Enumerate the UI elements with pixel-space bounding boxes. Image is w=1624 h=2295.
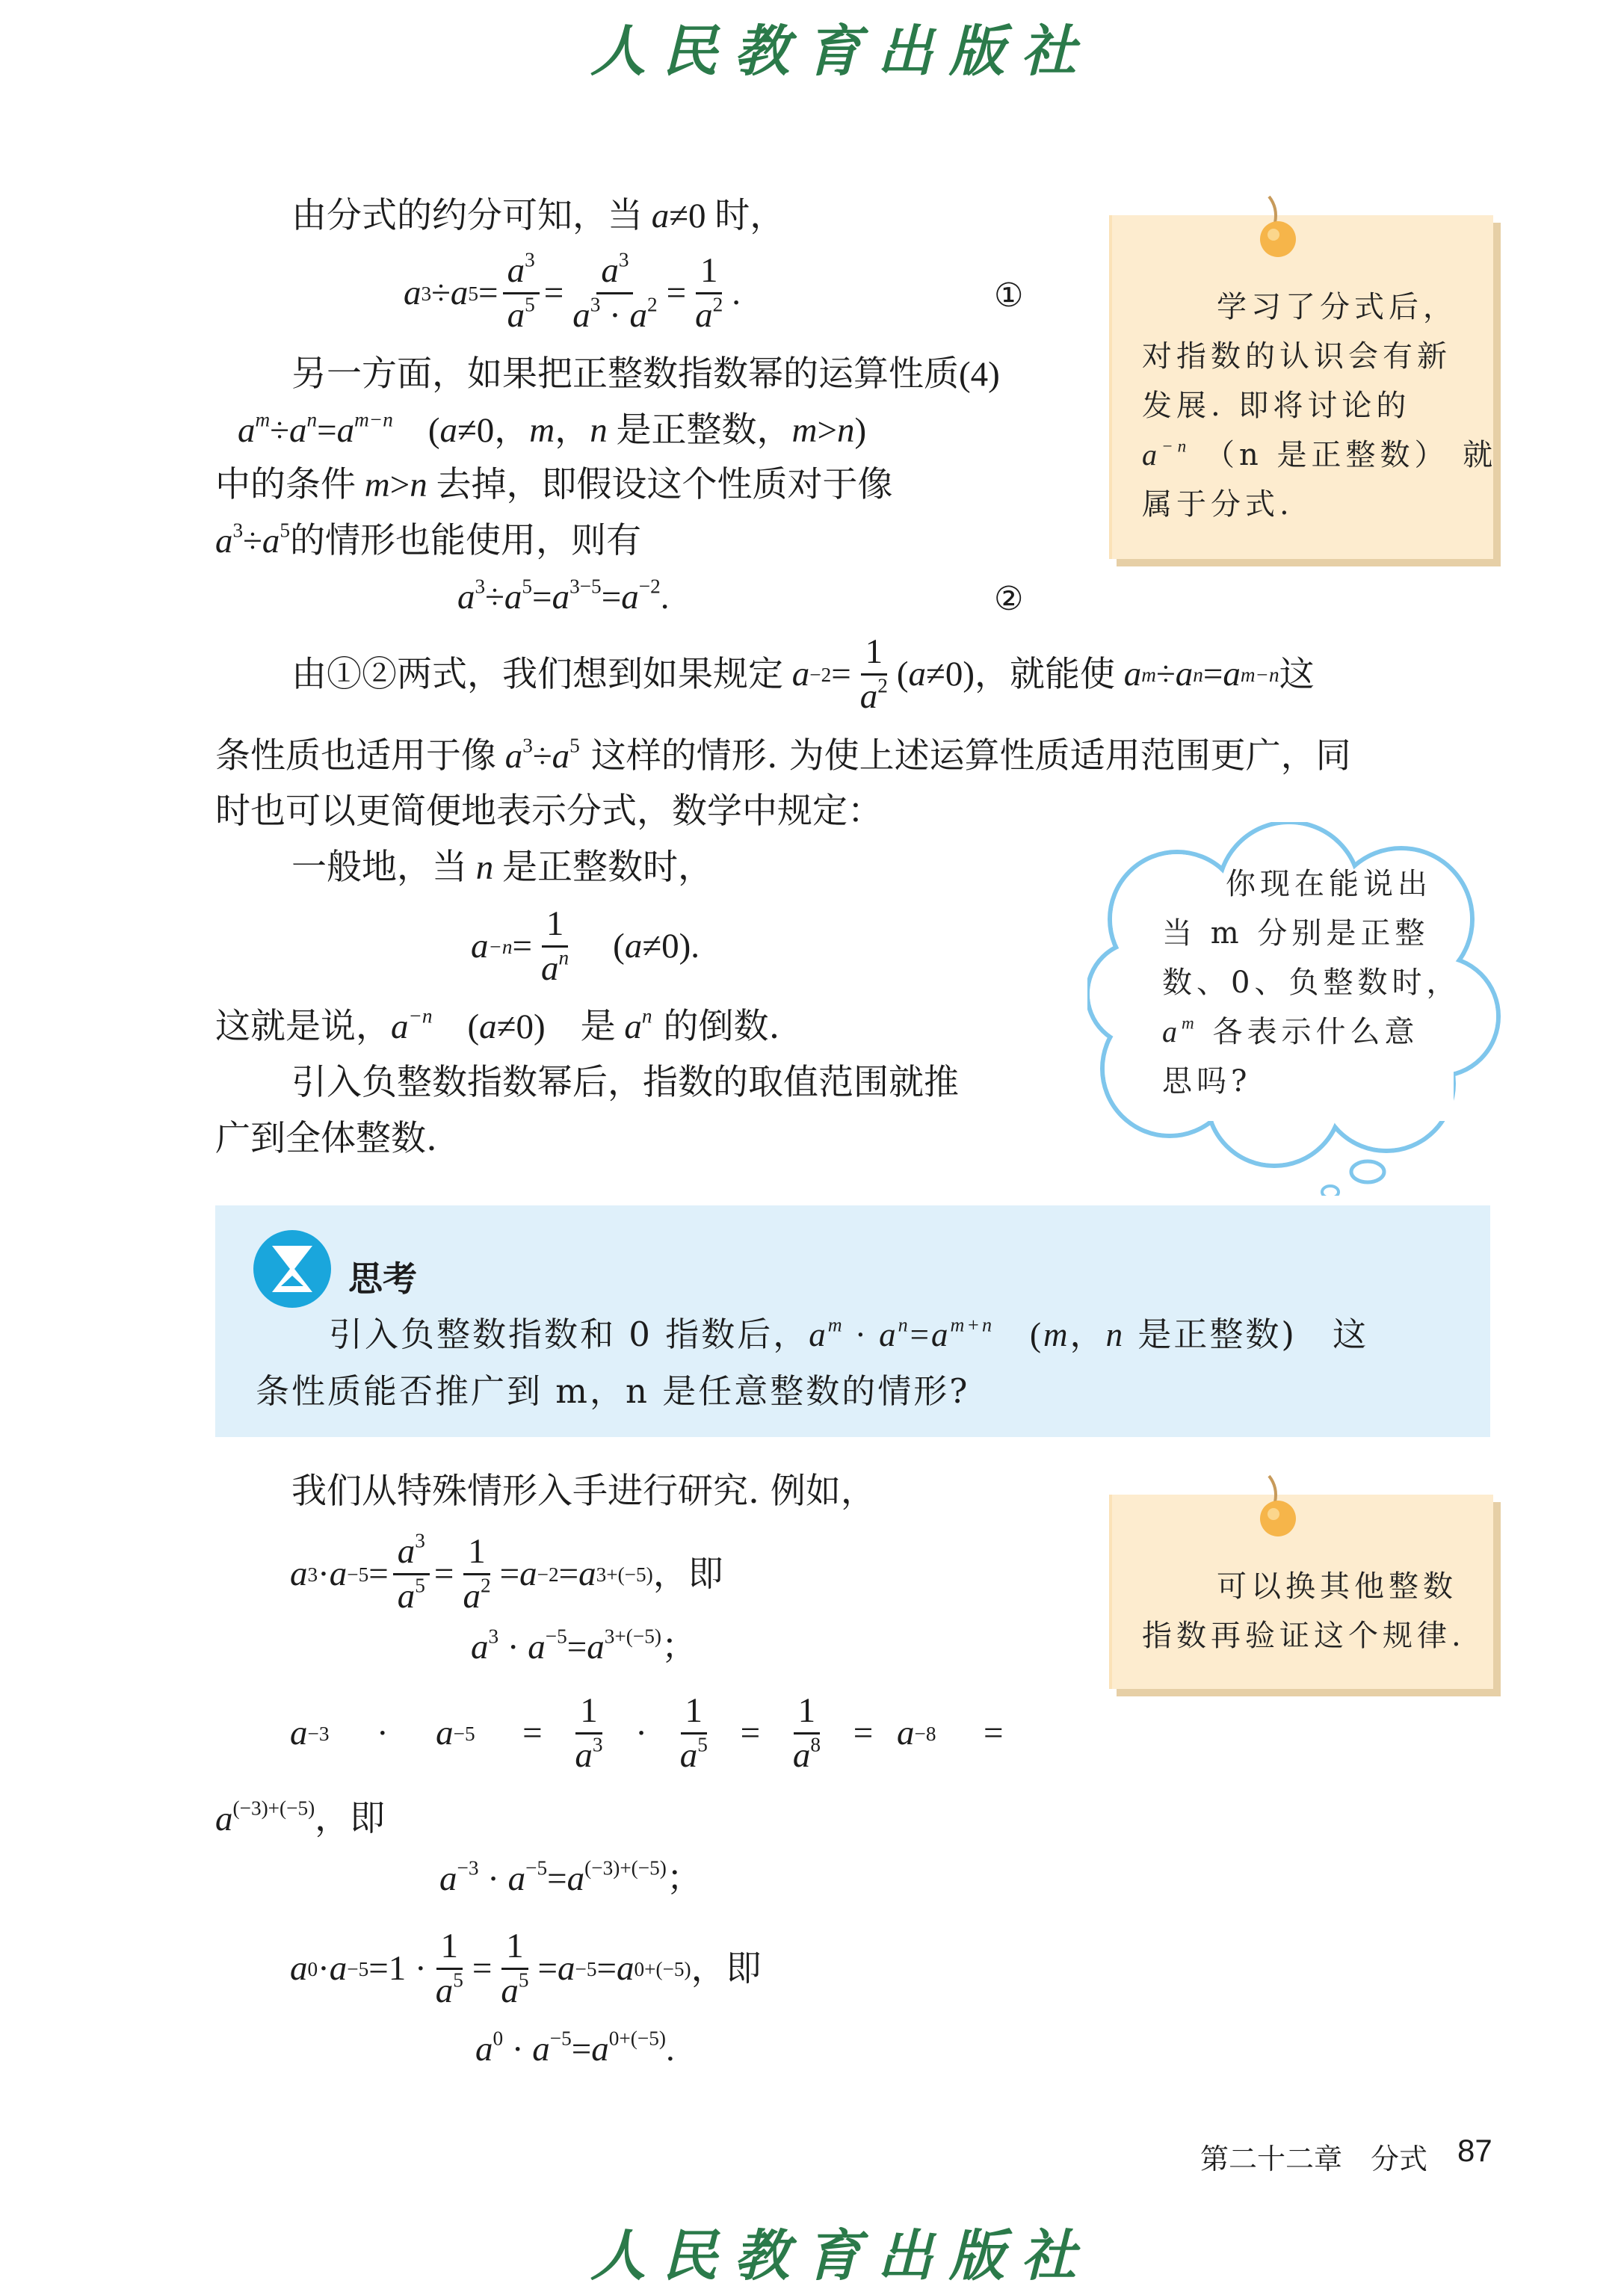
line-6: 由①②两式，我们想到如果规定 a −2 = $\frac{1}{a^2}$ ( a ≠0) ，就能使 a m ÷ a n = a m−n 这 [291, 632, 1315, 717]
example-equation-b-cont: $a^{(-3)+(-5)}$，即 [215, 1797, 386, 1839]
note-1-line-1: 学习了分式后， [1217, 290, 1457, 324]
line-11: 引入负整数指数幂后，指数的取值范围就推 [291, 1062, 959, 1103]
example-equation-c: a 0 · a −5 =1 · $\frac{1}{a^5}$ = $\frac{1}{a^5}$ = a −5 = a 0+(−5) ，即 [290, 1927, 762, 2011]
line-13: 我们从特殊情形入手进行研究. 例如， [291, 1471, 876, 1512]
line-5: $a^3\div a^5$的情形也能使用，则有 [215, 519, 642, 561]
cloud-line-5: 思吗? [1162, 1064, 1252, 1099]
cloud-line-3: 数、0、负整数时， [1162, 966, 1461, 1000]
equation-2: $a^3\div a^5=a^{3-5}=a^{-2}$. [457, 575, 670, 617]
margin-note-1 [1109, 215, 1498, 559]
line-1: 由分式的约分可知，当 a≠0 时， [291, 195, 785, 236]
think-title: 思考 [348, 1258, 417, 1299]
equation-2-tag: ② [994, 580, 1024, 618]
pin-icon [1247, 193, 1306, 268]
equation-1-tag: ① [994, 277, 1024, 315]
line-3: $a^m\div a^n=a^{m-n}$ (a≠0，m，n 是正整数，m>n) [238, 408, 867, 451]
definition-equation: a −n = $\frac{1}{a^n}$ ( a ≠0). [471, 904, 700, 989]
header-publisher: 人民教育出版社 [590, 19, 1093, 84]
line-7: 条性质也适用于像 $a^3\div a^5$ 这样的情形. 为使上述运算性质适用范围更广，同 [215, 734, 1351, 776]
example-equation-a: a 3 · a −5 = $\frac{a^3}{a^5}$ = $\frac{1}{a^2}$ = a −2 = a 3+(−5) ，即 [290, 1529, 723, 1616]
line-4: 中的条件 m>n 去掉，即假设这个性质对于像 [215, 464, 893, 505]
note-1-line-2: 对指数的认识会有新 [1142, 339, 1451, 374]
example-result-a: $a^3 \cdot a^{-5}=a^{3+(-5)}$； [471, 1625, 697, 1667]
note-2-line-2: 指数再验证这个规律. [1142, 1619, 1466, 1653]
think-line-1: 引入负整数指数和 0 指数后，$a^m \cdot a^n=a^{m+n}$ (m，n 是正整数) 这 [329, 1314, 1368, 1354]
hourglass-icon [251, 1228, 333, 1310]
cloud-line-2: 当 m 分别是正整 [1162, 916, 1430, 951]
line-10: 这就是说，$a^{-n}$ (a≠0) 是 $a^n$ 的倒数. [215, 1004, 780, 1047]
note-1-line-3: 发展. 即将讨论的 [1142, 389, 1411, 423]
footer-chapter: 第二十二章 分式 [1200, 2143, 1428, 2175]
line-8: 时也可以更简便地表示分式，数学中规定： [215, 791, 883, 832]
note-1-line-4: $a^{-n}$ （n 是正整数） 就 [1142, 436, 1498, 472]
pin-icon [1247, 1472, 1306, 1547]
equation-1: a 3 ÷ a 5 = $\frac{a^3}{a^5}$ = $\frac{a^3}{a^3 \cdot a^2}$ = $\frac{1}{a^2}$ . [404, 248, 741, 336]
line-2: 另一方面，如果把正整数指数幂的运算性质(4) [291, 353, 1000, 395]
example-result-c: $a^0 \cdot a^{-5}=a^{0+(-5)}$. [475, 2027, 675, 2069]
cloud-line-1: 你现在能说出 [1226, 867, 1432, 901]
example-result-b: $a^{-3} \cdot a^{-5}=a^{(-3)+(-5)}$； [439, 1856, 702, 1898]
line-9: 一般地，当 n 是正整数时， [291, 847, 713, 888]
margin-note-2 [1109, 1495, 1493, 1689]
page-number: 87 [1457, 2133, 1492, 2168]
note-2-line-1: 可以换其他整数 [1217, 1569, 1457, 1604]
cloud-line-4: $a^m$ 各表示什么意 [1162, 1013, 1419, 1049]
example-equation-b: a −3 · a −5 = $\frac{1}{a^3}$ · $\frac{1}{a^5}$ = $\frac{1}{a^8}$ = a −8 = [290, 1691, 1004, 1776]
line-12: 广到全体整数. [215, 1118, 437, 1159]
footer-publisher: 人民教育出版社 [590, 2224, 1093, 2288]
note-1-line-5: 属于分式. [1142, 487, 1294, 522]
think-box [215, 1205, 1490, 1437]
think-line-2: 条性质能否推广到 m，n 是任意整数的情形? [256, 1371, 970, 1411]
